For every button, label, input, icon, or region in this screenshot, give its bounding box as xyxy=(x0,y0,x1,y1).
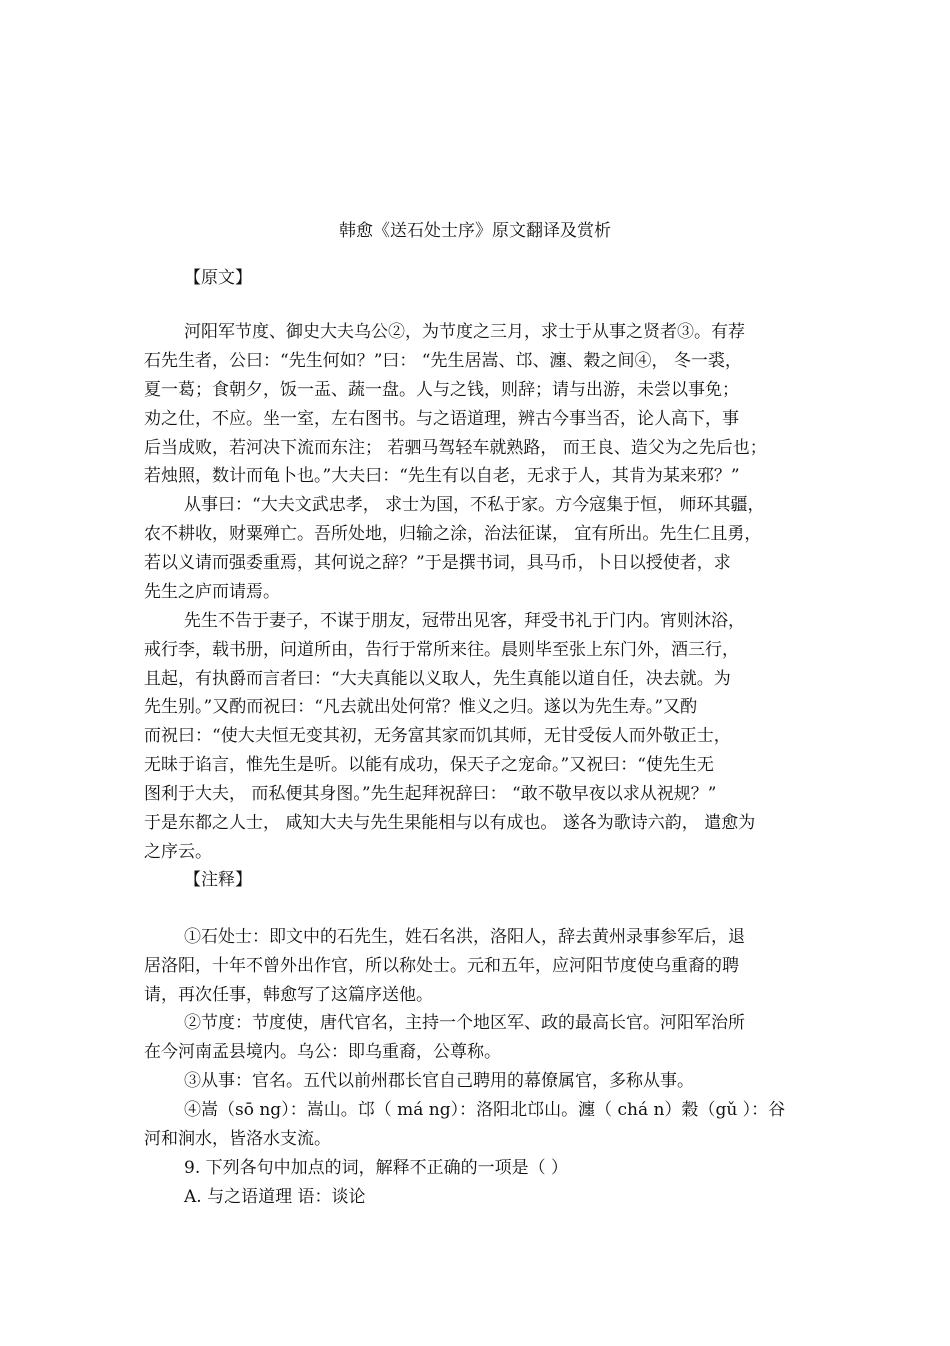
original-line: 夏一葛；食朝夕，饭一盂、蔬一盘。人与之钱，则辞；请与出游，未尝以事免； xyxy=(144,380,739,400)
original-line: 先生不告于妻子，不谋于朋友，冠带出见客，拜受书礼于门内。宵则沐浴， xyxy=(184,611,745,631)
original-line: 先生别。”又酌而祝曰：“凡去就出处何常？惟义之归。遂以为先生寿。”又酌 xyxy=(144,697,698,717)
original-line: 劝之仕，不应。坐一室，左右图书。与之语道理，辨古今事当否，论人高下，事 xyxy=(144,409,739,429)
note-line: ②节度：节度使，唐代官名，主持一个地区军、政的最高长官。河阳军治所 xyxy=(184,1013,745,1033)
question-stem: 9. 下列各句中加点的词，解释不正确的一项是（ ） xyxy=(184,1158,569,1178)
note-line: 河和涧水，皆洛水支流。 xyxy=(144,1129,331,1149)
original-line: 而祝曰：“使大夫恒无变其初，无务富其家而饥其师，无甘受佞人而外敬正士， xyxy=(144,726,731,746)
note-line: 在今河南孟县境内。乌公：即乌重裔，公尊称。 xyxy=(144,1042,501,1062)
original-line: 之序云。 xyxy=(144,842,212,862)
note-line: 请，再次任事，韩愈写了这篇序送他。 xyxy=(144,985,433,1005)
original-line: 且起，有执爵而言者曰：“大夫真能以义取人，先生真能以道自任，决去就。为 xyxy=(144,669,731,689)
original-line: 戒行李，载书册，问道所由，告行于常所来往。晨则毕至张上东门外，酒三行， xyxy=(144,640,739,660)
original-line: 农不耕收，财粟殚亡。吾所处地，归输之涂，治法征谋， 宜有所出。先生仁且勇， xyxy=(144,524,762,544)
document-title: 韩愈《送石处士序》原文翻译及赏析 xyxy=(339,221,611,241)
note-line: ③从事：官名。五代以前州郡长官自己聘用的幕僚属官，多称从事。 xyxy=(184,1071,694,1091)
original-line: 河阳军节度、御史大夫乌公②，为节度之三月，求士于从事之贤者③。有荐 xyxy=(184,322,745,342)
original-line: 石先生者，公曰：“先生何如？”曰： “先生居嵩、邙、瀍、穀之间④， 冬一裘， xyxy=(144,351,742,371)
original-line: 若以义请而强委重焉，其何说之辞？”于是撰书词，具马币，卜日以授使者，求 xyxy=(144,553,731,573)
original-line: 后当成败，若河决下流而东注； 若驷马驾轻车就熟路， 而王良、造父为之先后也； xyxy=(144,438,767,458)
original-line: 图利于大夫， 而私便其身图。”先生起拜祝辞曰： “敢不敬早夜以求从祝规？” xyxy=(144,784,717,804)
original-line: 先生之庐而请焉。 xyxy=(144,582,280,602)
original-line: 若烛照，数计而龟卜也。”大夫曰：“先生有以自老，无求于人，其肯为某来邪？” xyxy=(144,466,740,486)
original-line: 无昧于谄言，惟先生是听。以能有成功，保天子之宠命。”又祝曰：“使先生无 xyxy=(144,755,714,775)
note-line: ①石处士：即文中的石先生，姓石名洪，洛阳人，辞去黄州录事参军后，退 xyxy=(184,927,745,947)
note-line: 居洛阳，十年不曾外出作官，所以称处士。元和五年，应河阳节度使乌重裔的聘 xyxy=(144,956,739,976)
question-option-a: A. 与之语道理 语：谈论 xyxy=(184,1187,366,1207)
original-line: 从事曰：“大夫文武忠孝， 求士为国，不私于家。方今寇集于恒， 师环其疆， xyxy=(184,495,765,515)
original-line: 于是东都之人士， 咸知大夫与先生果能相与以有成也。 遂各为歌诗六韵， 遣愈为 xyxy=(144,813,756,833)
original-heading: 【原文】 xyxy=(184,268,252,288)
note-line: ④嵩（sō ng）：嵩山。邙（ má ng）：洛阳北邙山。瀍（ chá n）穀（gǔ ）：谷 xyxy=(184,1100,786,1120)
notes-heading: 【注释】 xyxy=(184,870,252,890)
